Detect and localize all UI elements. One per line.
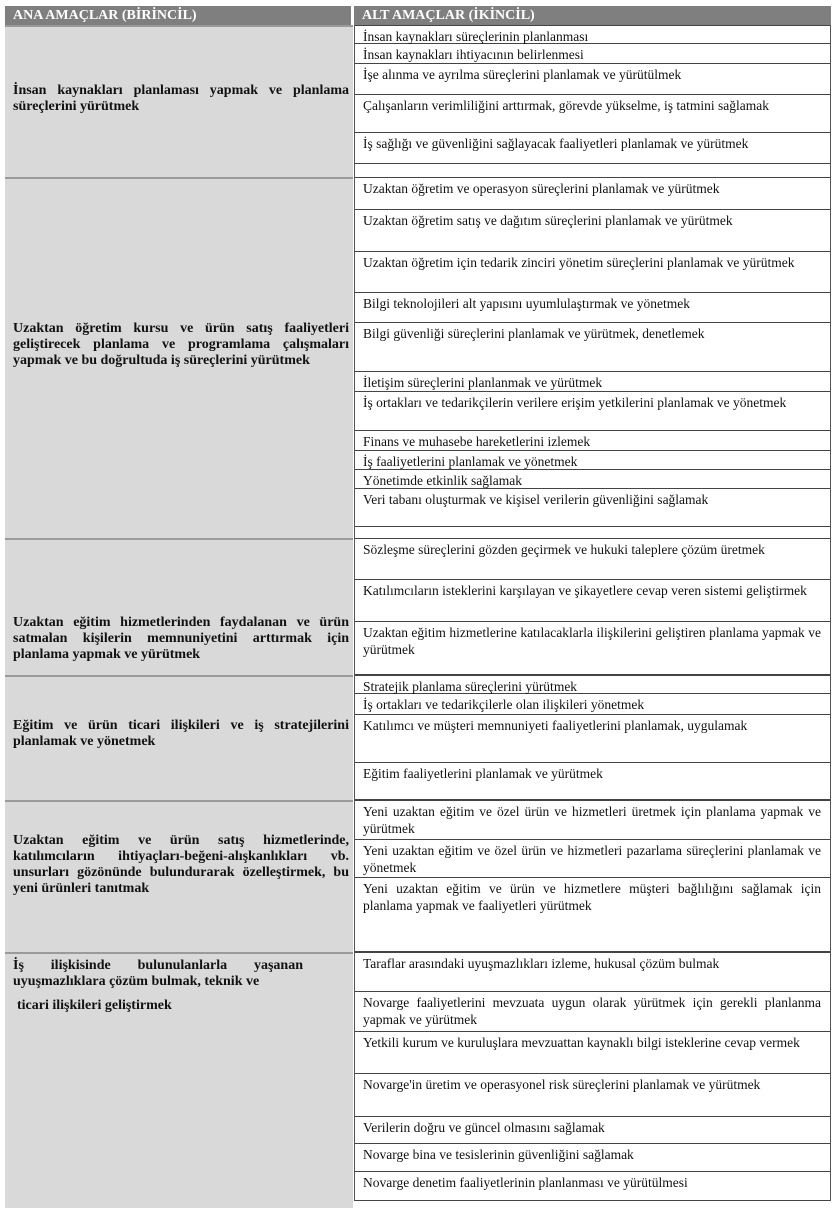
primary-objective-text: Eğitim ve ürün ticari ilişkileri ve iş stratejilerini planlamak ve yönetmek xyxy=(13,718,349,749)
secondary-objective-cell: Stratejik planlama süreçlerini yürütmek xyxy=(355,675,831,694)
primary-objective-cell xyxy=(5,952,353,1208)
primary-objective-text: Uzaktan öğretim kursu ve ürün satış faaliyetleri geliştirecek planlama ve programlama çalışmaları yapmak ve bu doğrultuda iş süreçlerini yürütmek xyxy=(13,321,349,368)
secondary-objective-cell: Katılımcıların isteklerini karşılayan ve şikayetlere cevap veren sistemi geliştirmek xyxy=(355,580,831,622)
secondary-objective-cell: Sözleşme süreçlerini gözden geçirmek ve hukuki taleplere çözüm üretmek xyxy=(355,538,831,580)
primary-objective-cell xyxy=(5,675,353,800)
secondary-objective-cell: Yeni uzaktan eğitim ve ürün ve hizmetlere müşteri bağlılığını sağlamak için planlama yapmak ve faaliyetleri yürütmek xyxy=(355,878,831,952)
table-right-border xyxy=(830,25,831,1201)
secondary-objective-cell: Bilgi güvenliği süreçlerini planlamak ve yürütmek, denetlemek xyxy=(355,323,831,372)
primary-objective-text: Uzaktan eğitim ve ürün satış hizmetlerinde, katılımcıların ihtiyaçları-beğeni-alışkanlıkları vb. unsurları gözönünde bulundurarak özelleştirmek, bu yeni ürünleri tanıtmak xyxy=(13,833,349,896)
secondary-objective-cell: Bilgi teknolojileri alt yapısını uyumlulaştırmak ve yönetmek xyxy=(355,293,831,323)
primary-objective-text: İş ilişkisinde bulunulanlarla yaşanan uyuşmazlıklara çözüm bulmak, teknik ve xyxy=(13,958,303,989)
secondary-objective-cell: Yeni uzaktan eğitim ve özel ürün ve hizmetleri üretmek için planlama yapmak ve yürütmek xyxy=(355,800,831,840)
primary-objective-cell xyxy=(5,800,353,952)
primary-objective-text: Uzaktan eğitim hizmetlerinden faydalanan ve ürün satmalan kişilerin memnuniyetini arttırmak için planlama yapmak ve yürütmek xyxy=(13,615,349,662)
secondary-objective-cell: İnsan kaynakları süreçlerinin planlanması xyxy=(355,25,831,44)
secondary-objective-cell: İş ortakları ve tedarikçilerin verilere erişim yetkilerini planlamak ve yönetmek xyxy=(355,392,831,431)
secondary-objective-cell: İletişim süreçlerini planlanmak ve yürütmek xyxy=(355,372,831,392)
secondary-objective-cell: Uzaktan öğretim satış ve dağıtım süreçlerini planlamak ve yürütmek xyxy=(355,210,831,252)
secondary-objective-cell: İş sağlığı ve güvenliğini sağlayacak faaliyetleri planlamak ve yürütmek xyxy=(355,133,831,164)
secondary-objective-cell: Çalışanların verimliliğini arttırmak, görevde yükselme, iş tatmini sağlamak xyxy=(355,95,831,133)
primary-objective-cell xyxy=(5,538,353,675)
secondary-objective-cell: Uzaktan öğretim için tedarik zinciri yönetim süreçlerini planlamak ve yürütmek xyxy=(355,252,831,293)
header-secondary: ALT AMAÇLAR (İKİNCİL) xyxy=(354,6,831,25)
secondary-objective-cell: İnsan kaynakları ihtiyacının belirlenmesi xyxy=(355,44,831,64)
secondary-objective-cell: Uzaktan eğitim hizmetlerine katılacaklarla ilişkilerini geliştiren planlama yapmak ve yürütmek xyxy=(355,622,831,675)
secondary-objective-cell: Novarge denetim faaliyetlerinin planlanması ve yürütülmesi xyxy=(355,1172,831,1201)
objectives-table xyxy=(5,6,831,1208)
secondary-objective-cell: Novarge'in üretim ve operasyonel risk süreçlerini planlamak ve yürütmek xyxy=(355,1074,831,1117)
secondary-objective-cell: Novarge bina ve tesislerinin güvenliğini sağlamak xyxy=(355,1144,831,1172)
secondary-objective-cell: Verilerin doğru ve güncel olmasını sağlamak xyxy=(355,1117,831,1144)
primary-objective-cell xyxy=(5,177,353,538)
secondary-objective-cell: Yönetimde etkinlik sağlamak xyxy=(355,470,831,489)
secondary-objective-cell: İşe alınma ve ayrılma süreçlerini planlamak ve yürütülmek xyxy=(355,64,831,95)
secondary-objective-cell: İş faaliyetlerini planlamak ve yönetmek xyxy=(355,451,831,470)
secondary-objective-cell: Eğitim faaliyetlerini planlamak ve yürütmek xyxy=(355,763,831,800)
secondary-objective-cell: Yetkili kurum ve kuruluşlara mevzuattan kaynaklı bilgi isteklerine cevap vermek xyxy=(355,1032,831,1074)
header-primary: ANA AMAÇLAR (BİRİNCİL) xyxy=(5,6,351,25)
secondary-objective-cell: Yeni uzaktan eğitim ve özel ürün ve hizmetleri pazarlama süreçlerini planlamak ve yönetmek xyxy=(355,840,831,878)
secondary-objective-cell: İş ortakları ve tedarikçilerle olan ilişkileri yönetmek xyxy=(355,694,831,715)
secondary-objective-cell: Katılımcı ve müşteri memnuniyeti faaliyetlerini planlamak, uygulamak xyxy=(355,715,831,763)
secondary-objective-cell: Finans ve muhasebe hareketlerini izlemek xyxy=(355,431,831,451)
primary-objective-cell xyxy=(5,25,353,177)
secondary-objective-cell: Novarge faaliyetlerini mevzuata uygun olarak yürütmek için gerekli planlanma yapmak ve yürütmek xyxy=(355,992,831,1032)
secondary-objective-cell: Taraflar arasındaki uyuşmazlıkları izleme, hukusal çözüm bulmak xyxy=(355,952,831,992)
secondary-objective-cell: Uzaktan öğretim ve operasyon süreçlerini planlamak ve yürütmek xyxy=(355,177,831,210)
primary-objective-text-continued: ticari ilişkileri geliştirmek xyxy=(17,998,172,1013)
column-divider xyxy=(354,25,355,1201)
primary-objective-text: İnsan kaynakları planlaması yapmak ve planlama süreçlerini yürütmek xyxy=(13,83,349,114)
secondary-objective-cell: Veri tabanı oluşturmak ve kişisel verilerin güvenliğini sağlamak xyxy=(355,489,831,527)
